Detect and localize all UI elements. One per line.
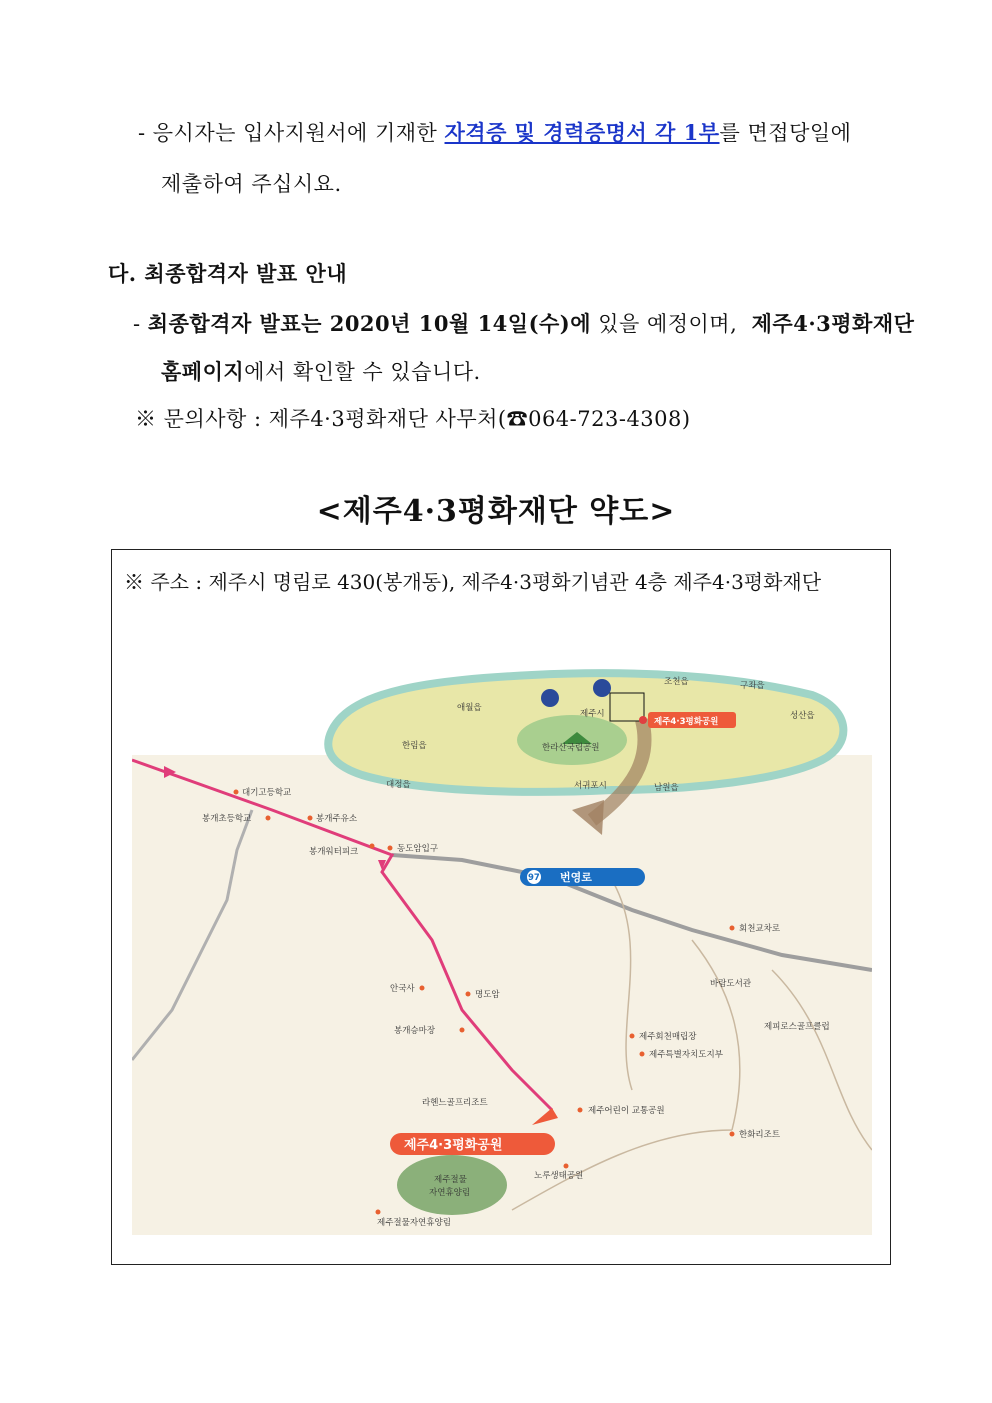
place-label-9: 봉개승마장 bbox=[394, 1026, 436, 1036]
forest-label-2: 자연휴양림 bbox=[429, 1188, 471, 1198]
island-label-8: 서귀포시 bbox=[574, 781, 607, 791]
island-label-7: 대정읍 bbox=[386, 780, 411, 790]
note-line-2: 제출하여 주십시요. bbox=[161, 172, 342, 196]
announcement-line-2-rest: 에서 확인할 수 있습니다. bbox=[244, 360, 481, 384]
airport-icon bbox=[541, 689, 559, 707]
forest-area bbox=[397, 1155, 507, 1215]
bullet-dash: - bbox=[133, 312, 141, 336]
map-background bbox=[132, 755, 872, 1235]
place-label-7: 명도암 bbox=[475, 990, 500, 1000]
island-label-9: 남원읍 bbox=[654, 783, 679, 793]
announcement-mid: 있을 예정이며, bbox=[591, 312, 745, 336]
port-icon bbox=[593, 679, 611, 697]
place-label-11: 제주회천매립장 bbox=[639, 1032, 697, 1042]
place-label-5: 회천교차로 bbox=[739, 924, 781, 934]
note-line-1-post: 를 면접당일에 bbox=[719, 121, 852, 145]
island-label-2: 애월읍 bbox=[457, 703, 482, 713]
foundation-name: 제주4·3평화재단 bbox=[751, 311, 915, 336]
road-name: 번영로 bbox=[560, 871, 592, 884]
map-box bbox=[111, 549, 891, 1265]
inquiry-line: ※ 문의사항 : 제주4·3평화재단 사무처(☎064-723-4308) bbox=[135, 407, 691, 431]
place-label-15: 한화리조트 bbox=[739, 1130, 781, 1140]
island-label-3: 제주시 bbox=[580, 709, 605, 719]
certificate-highlight: 자격증 및 경력증명서 각 1부 bbox=[444, 120, 720, 145]
note-line-1-pre: - 응시자는 입사지원서에 기재한 bbox=[138, 121, 445, 145]
place-label-0: 대기고등학교 bbox=[242, 788, 292, 798]
place-label-6: 안국사 bbox=[390, 984, 415, 994]
forest-label-1: 제주절물 bbox=[434, 1175, 467, 1185]
section-c-heading: 다. 최종합격자 발표 안내 bbox=[108, 261, 348, 286]
island-label-6: 한라산국립공원 bbox=[542, 743, 600, 753]
place-label-2: 봉개주유소 bbox=[316, 814, 358, 824]
island-label-0: 조천읍 bbox=[664, 677, 689, 687]
place-label-10: 제피로스골프클럽 bbox=[764, 1022, 830, 1032]
road-number: 97 bbox=[528, 873, 540, 883]
homepage-word: 홈페이지 bbox=[161, 359, 245, 384]
island-label-4: 성산읍 bbox=[790, 711, 815, 721]
map-title: <제주4·3평화재단 약도> bbox=[316, 494, 676, 529]
place-label-1: 봉개초등학교 bbox=[202, 814, 252, 824]
note-line-1 bbox=[138, 117, 851, 147]
island-park-label: 제주4·3평화공원 bbox=[654, 717, 719, 727]
island-label-1: 구좌읍 bbox=[740, 681, 765, 691]
location-map bbox=[132, 650, 872, 1240]
place-label-8: 바람도서관 bbox=[710, 979, 752, 989]
announcement-date: 최종합격자 발표는 2020년 10월 14일(수)에 bbox=[147, 311, 592, 336]
place-label-12: 제주특별자치도지부 bbox=[649, 1050, 723, 1060]
island-park-marker bbox=[639, 716, 647, 724]
place-label-4: 동도암입구 bbox=[397, 844, 439, 854]
announcement-line-2 bbox=[161, 356, 481, 386]
place-label-3: 봉개워터피크 bbox=[309, 847, 359, 857]
place-label-16: 노루생태공원 bbox=[534, 1171, 584, 1181]
address-line: ※ 주소 : 제주시 명림로 430(봉개동), 제주4·3평화기념관 4층 제주4·3평화재단 bbox=[124, 570, 822, 594]
place-label-13: 라헨느골프리조트 bbox=[422, 1098, 488, 1108]
announcement-line-1 bbox=[133, 308, 914, 338]
place-label-17: 제주절물자연휴양림 bbox=[377, 1218, 451, 1228]
island-label-5: 한림읍 bbox=[402, 741, 427, 751]
place-label-14: 제주어린이 교통공원 bbox=[588, 1106, 665, 1116]
park-label: 제주4·3평화공원 bbox=[404, 1138, 503, 1153]
